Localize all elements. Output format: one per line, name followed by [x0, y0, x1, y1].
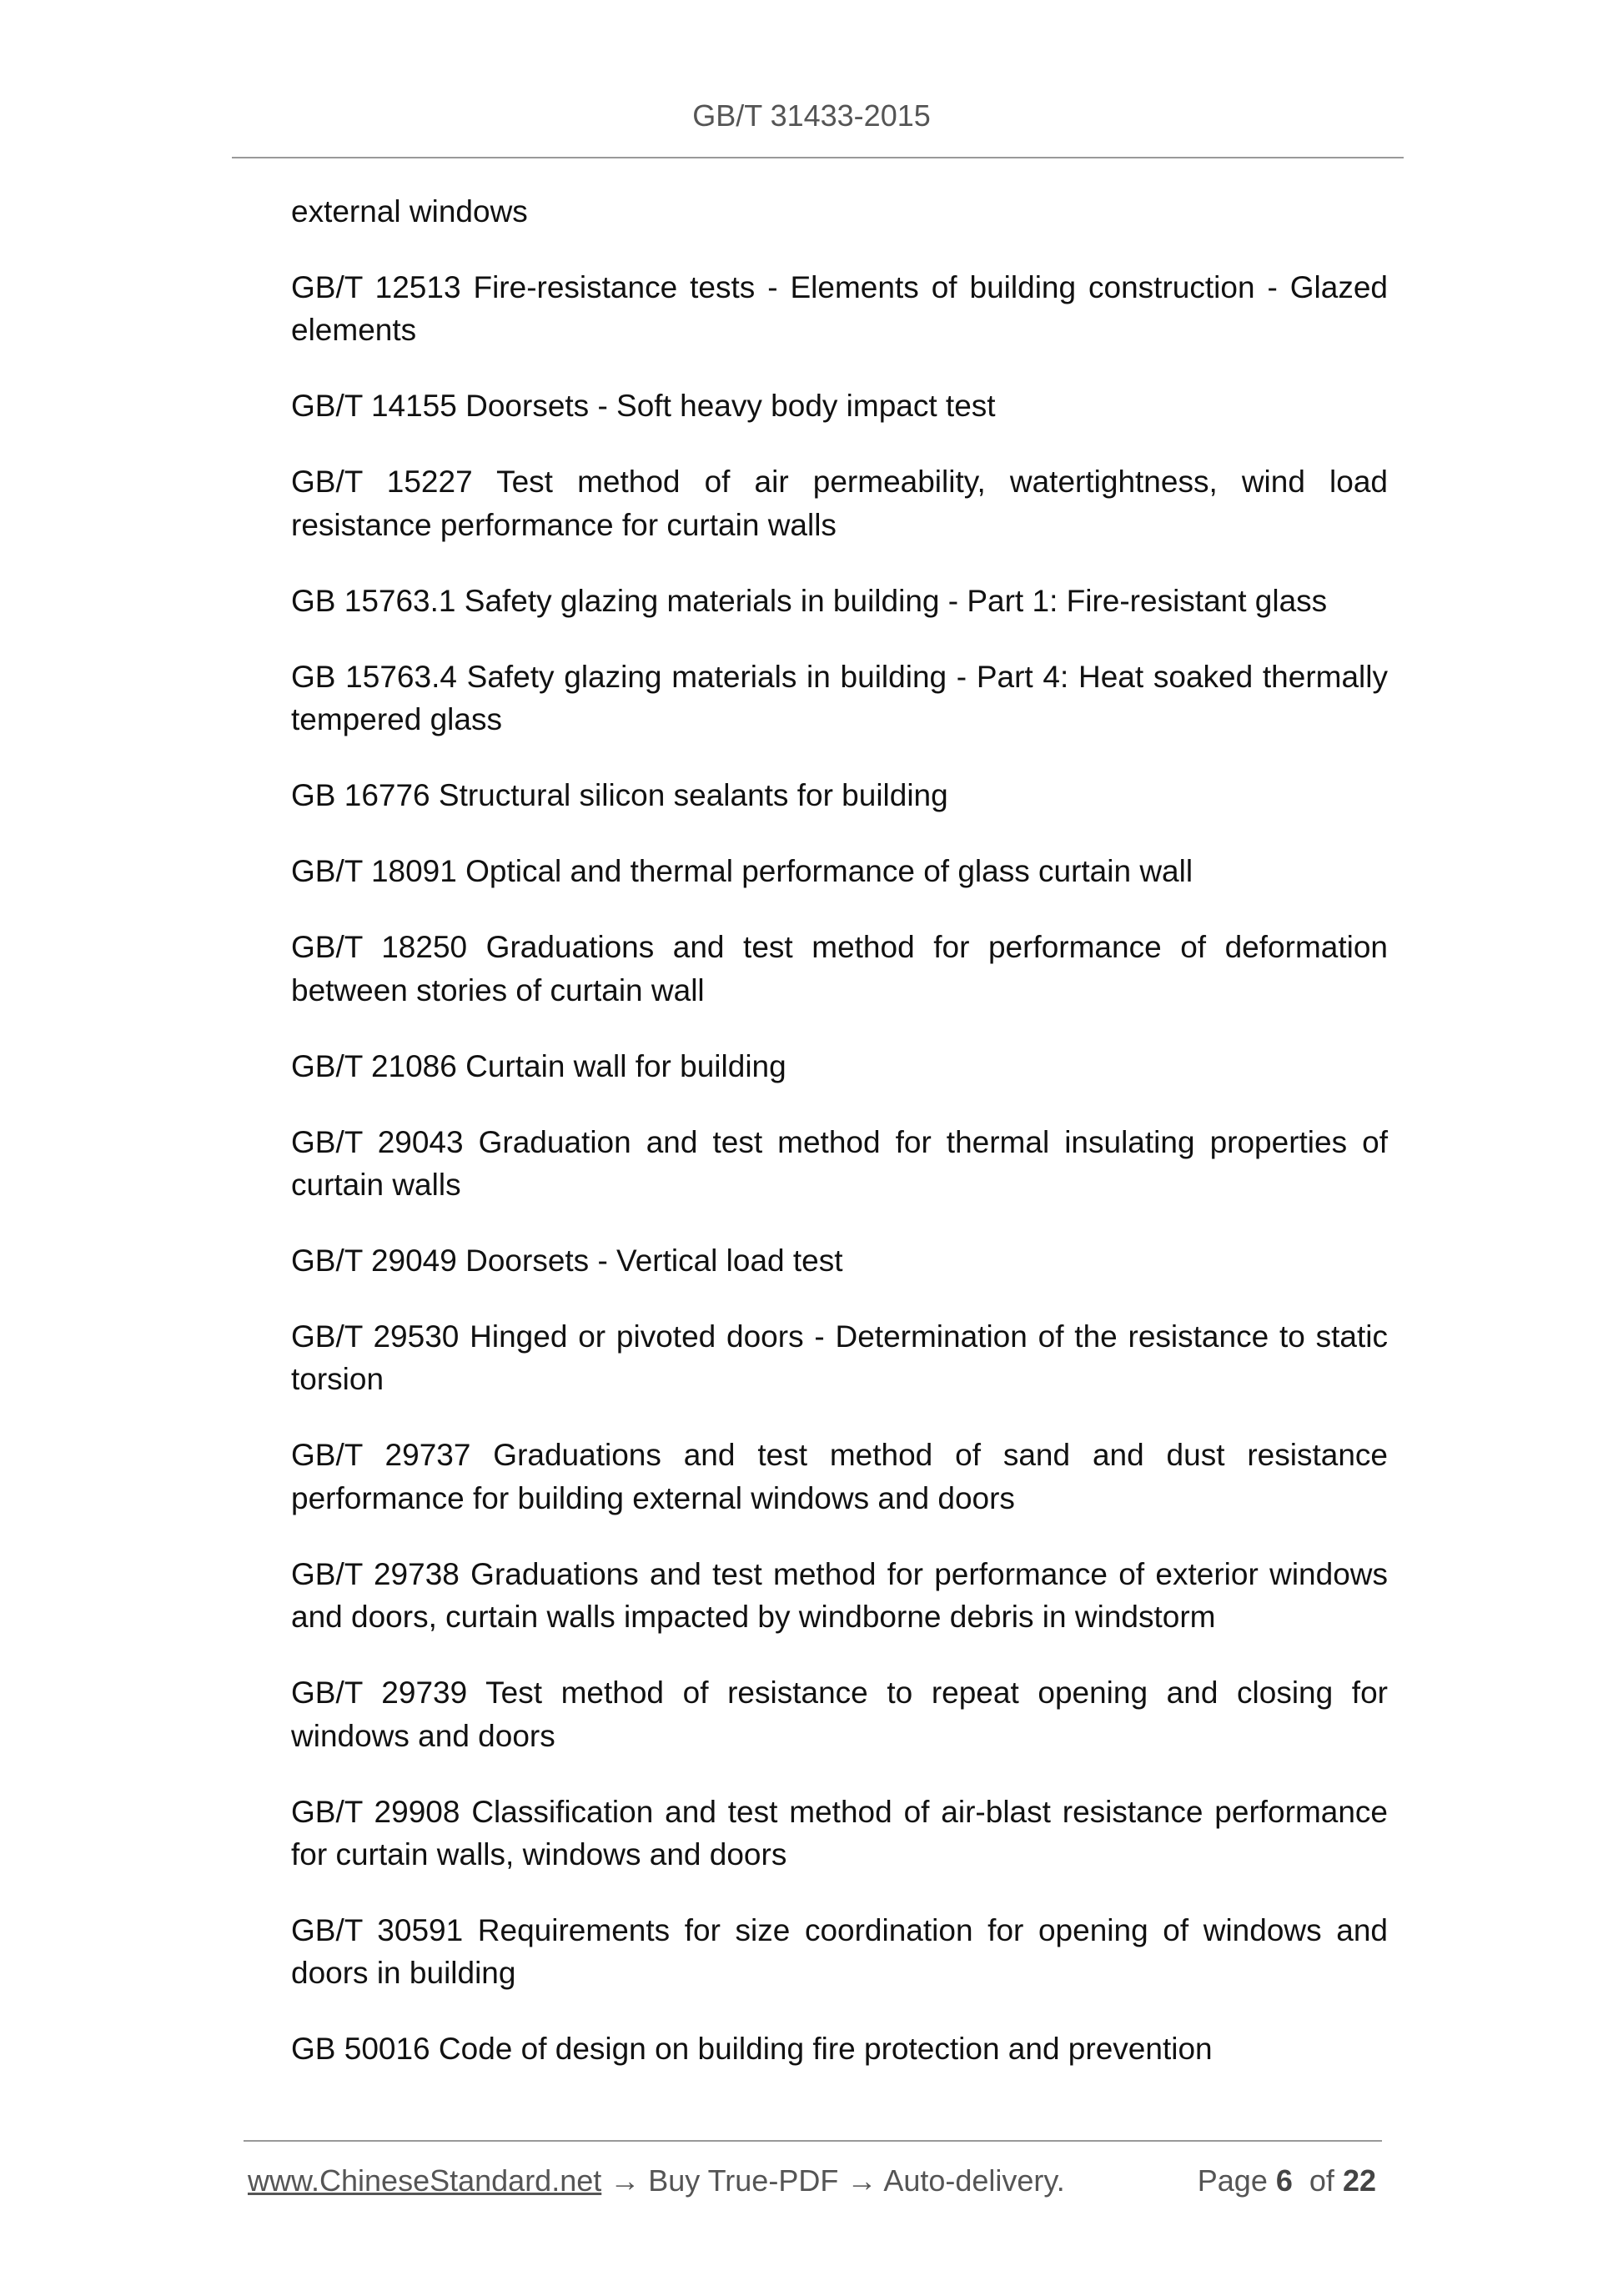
reference-item: GB/T 14155 Doorsets - Soft heavy body impact test [291, 389, 996, 424]
page-number [1198, 2163, 1376, 2198]
reference-item: GB/T 15227 Test method of air permeability, watertightness, wind load resistance performance for curtain walls [291, 465, 1388, 542]
website-link[interactable]: www.ChineseStandard.net [248, 2163, 602, 2198]
reference-item: GB 16776 Structural silicon sealants for building [291, 778, 948, 813]
page-header-title: GB/T 31433-2015 [692, 98, 931, 133]
current-page: 6 [1275, 2163, 1293, 2198]
reference-item: GB 15763.4 Safety glazing materials in building - Part 4: Heat soaked thermally tempered glass [291, 659, 1388, 737]
reference-item: GB/T 29737 Graduations and test method of sand and dust resistance performance for building external windows and doors [291, 1438, 1388, 1515]
header-divider [232, 157, 1404, 158]
reference-item: GB/T 29738 Graduations and test method for performance of exterior windows and doors, curtain walls impacted by windborne debris in windstorm [291, 1556, 1388, 1635]
reference-item: GB/T 21086 Curtain wall for building [291, 1048, 786, 1083]
references-list [291, 190, 1388, 2103]
page-footer [248, 2163, 1376, 2198]
reference-item: GB/T 29908 Classification and test method of air-blast resistance performance for curtain walls, windows and doors [291, 1794, 1388, 1872]
reference-item: GB/T 29530 Hinged or pivoted doors - Determination of the resistance to static torsion [291, 1319, 1388, 1397]
total-pages: 22 [1342, 2163, 1376, 2198]
footer-divider [244, 2140, 1382, 2142]
of-label: of [1309, 2163, 1334, 2198]
reference-item: GB 15763.1 Safety glazing materials in building - Part 1: Fire-resistant glass [291, 583, 1328, 618]
reference-item: GB/T 29043 Graduation and test method for thermal insulating properties of curtain walls [291, 1124, 1388, 1203]
reference-item: GB/T 29049 Doorsets - Vertical load test [291, 1243, 843, 1279]
footer-promo [248, 2163, 1065, 2198]
reference-item: GB/T 12513 Fire-resistance tests - Elements of building construction - Glazed elements [291, 270, 1388, 348]
page-label: Page [1197, 2163, 1268, 2198]
reference-item: GB/T 29739 Test method of resistance to repeat opening and closing for windows and doors [291, 1676, 1388, 1753]
footer-tagline: → Buy True-PDF → Auto-delivery. [601, 2163, 1065, 2198]
reference-item: GB/T 18250 Graduations and test method for performance of deformation between stories of curtain wall [291, 930, 1388, 1007]
reference-item: external windows [291, 194, 528, 229]
reference-item: GB/T 30591 Requirements for size coordination for opening of windows and doors in building [291, 1913, 1388, 1991]
reference-item: GB 50016 Code of design on building fire protection and prevention [291, 2032, 1213, 2067]
reference-item: GB/T 18091 Optical and thermal performance of glass curtain wall [291, 854, 1193, 889]
